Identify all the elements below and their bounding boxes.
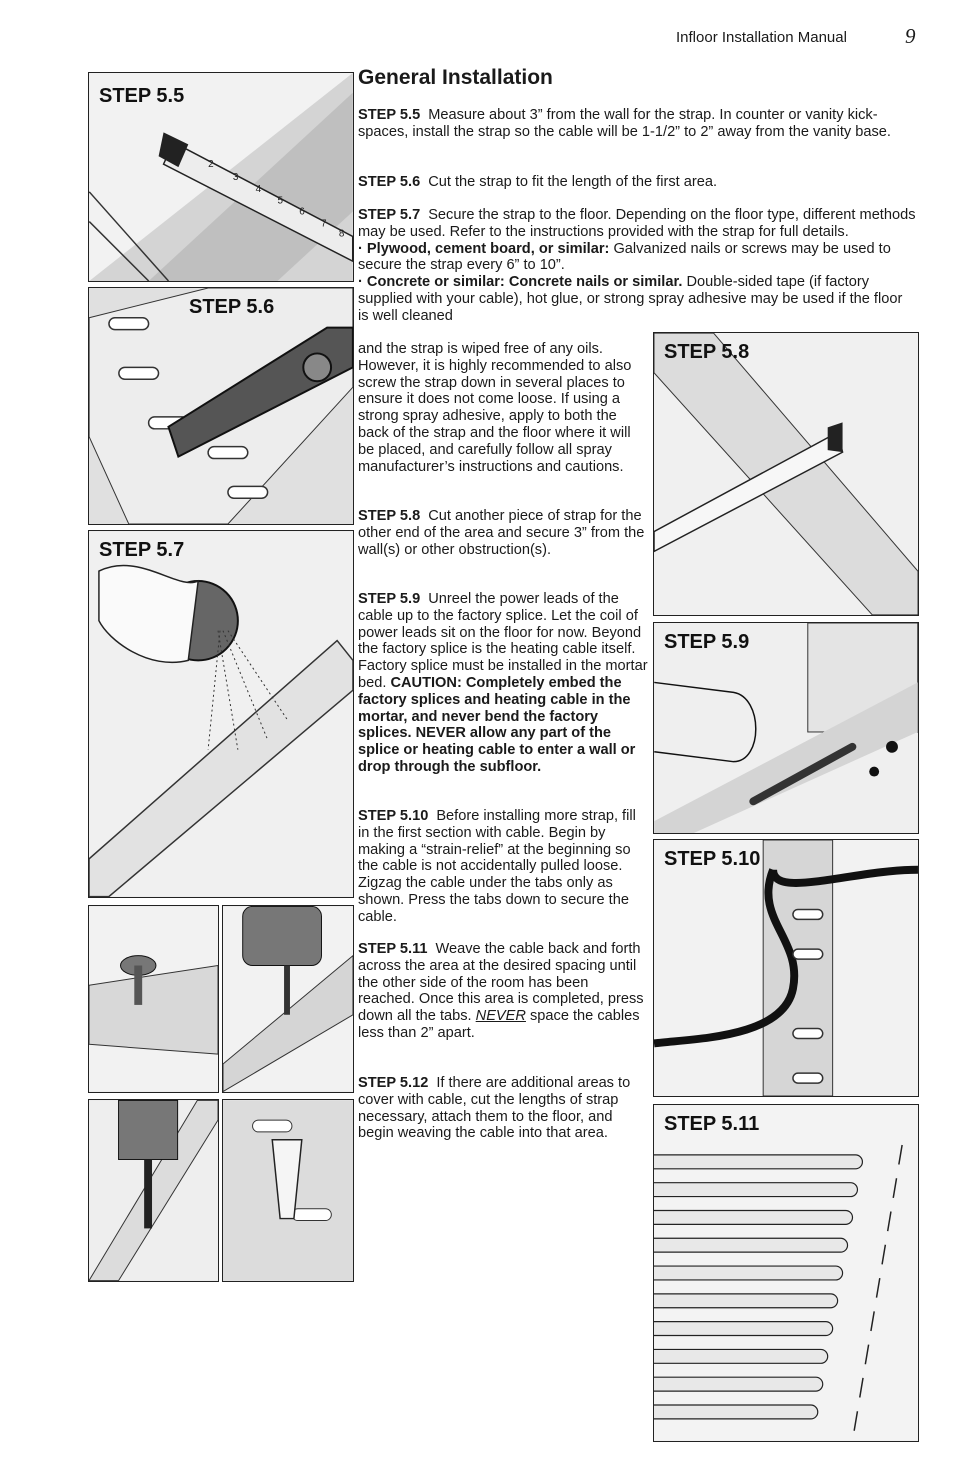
bullet-plywood-text: Galvanized nails or screws may be used to secure the strap every 6” to 10”. [358,240,891,274]
step-label: STEP 5.7 [358,207,421,223]
step-label: STEP 5.8 [358,508,421,524]
illustration-step-5-10 [653,839,919,1097]
svg-text:3: 3 [232,171,239,183]
panel-label-5-8: STEP 5.8 [664,341,750,363]
panel-label-5-6: STEP 5.6 [189,296,275,318]
step-body: Unreel the power leads of the cable up to the factory splice. Let the coil of power leads sit on the floor for now. Beyond the factory splice is the heating cable itself. Factory splice must be installed in the mortar bed. [358,591,648,691]
illustration-nail [88,905,219,1093]
svg-text:8: 8 [338,228,345,240]
step-label: STEP 5.9 [358,591,421,607]
step-5-7-continued [358,341,648,475]
panel-label-5-9: STEP 5.9 [664,631,750,653]
step-5-11-text [358,941,648,1042]
step-body-end: space the cables less than 2” apart. [358,1008,640,1041]
panel-label-5-7: STEP 5.7 [99,539,185,561]
step-body: Measure about 3” from the wall for the strap. In counter or vanity kick-spaces, install the strap so the cable will be 1-1/2” to 2” away from the vanity base. [358,107,891,140]
caution-text: CAUTION: Completely embed the factory splices and heating cable in the mortar, and never bend the factory splices. NEVER allow any part of the splice or heating cable to enter a wall or drop through the subfloor. [358,674,636,775]
panel-label-5-11: STEP 5.11 [664,1113,760,1135]
illustration-step-5-8 [653,332,919,616]
never-emphasis: NEVER [475,1008,526,1025]
step-body: Cut the strap to fit the length of the first area. [428,174,717,190]
svg-text:2: 2 [208,159,214,171]
illustration-anchor [222,1099,354,1282]
step-5-8-text [358,508,648,558]
svg-text:4: 4 [255,183,262,195]
step-body: Weave the cable back and forth across the area at the desired spacing until the other side of the room has been reached. Once this area is completed, press down all the tabs. [358,941,644,1025]
bullet-concrete-text-b: and the strap is wiped free of any oils. However, it is highly recommended to also screw the strap down in several places to ensure it does not come loose. If using a strong spray adhesive, apply to both the back of the strap and the floor where it will be placed, and carefully follow all spray manufacturer’s instructions and cautions. [358,341,632,475]
illustration-step-5-11 [653,1104,919,1442]
step-label: STEP 5.10 [358,808,429,824]
page-number: 9 [905,24,916,48]
illustration-step-5-9 [653,622,919,834]
step-body: If there are additional areas to cover with cable, cut the lengths of strap necessary, attach them to the floor, and begin weaving the cable into that area. [358,1075,631,1142]
step-5-7-text [358,207,916,325]
bullet-concrete-label: · Concrete or similar: Concrete nails or similar. [358,274,683,291]
step-label: STEP 5.11 [358,941,428,957]
step-5-6-text [358,174,916,191]
step-5-5-text [358,107,916,141]
illustration-step-5-7 [88,530,354,898]
step-label: STEP 5.5 [358,107,421,123]
step-body: Secure the strap to the floor. Depending on the floor type, different methods may be used. Refer to the instructions provided with the strap for full details. [358,207,916,240]
illustration-step-5-6 [88,287,354,525]
section-title: General Installation [358,66,553,89]
svg-text:6: 6 [299,206,305,218]
step-label: STEP 5.6 [358,174,421,190]
svg-text:7: 7 [321,218,327,230]
step-5-9-text [358,591,648,776]
svg-text:5: 5 [277,195,283,207]
illustration-step-5-5 [88,72,354,282]
step-5-12-text [358,1075,648,1142]
panel-label-5-5: STEP 5.5 [99,85,185,107]
header-manual-title: Infloor Installation Manual [676,29,847,46]
step-body: Cut another piece of strap for the other end of the area and secure 3” from the wall(s) or other obstruction(s). [358,508,645,558]
bullet-plywood-label: · Plywood, cement board, or similar: [358,240,610,257]
panel-label-5-10: STEP 5.10 [664,848,761,870]
illustration-drill-concrete [88,1099,219,1282]
illustration-screw-drill [222,905,354,1093]
step-5-10-text [358,808,648,926]
step-label: STEP 5.12 [358,1075,429,1091]
step-body: Before installing more strap, fill in the first section with cable. Begin by making a “strain-relief” at the beginning so the cable is not accidentally pulled loose. Zigzag the cable under the tabs only as shown. Press the tabs down to secure the cable. [358,808,636,925]
bullet-concrete-text-a: Double-sided tape (if factory supplied with your cable), hot glue, or strong spray adhesive may be used if the floor is well cleaned [358,274,903,324]
